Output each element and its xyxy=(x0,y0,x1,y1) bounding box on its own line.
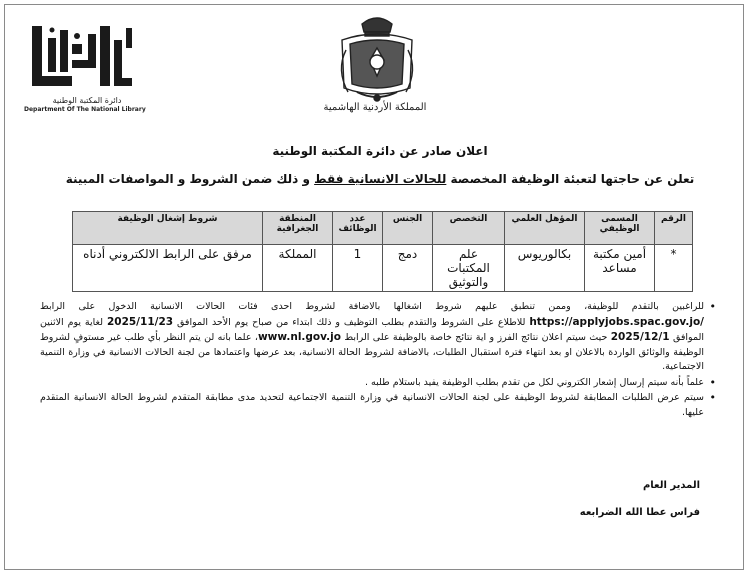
library-logo-arabic: دائرة المكتبة الوطنية xyxy=(52,96,122,105)
cell-num: * xyxy=(655,245,693,292)
cell-gender: دمج xyxy=(383,245,433,292)
library-logo-english: Department Of The National Library xyxy=(24,106,146,113)
cell-count: 1 xyxy=(333,245,383,292)
cell-region: المملكة xyxy=(263,245,333,292)
note1-part1: للراغبين بالتقدم للوظيفة، وممن تنطبق عليهم شروط اشغالها بالاضافة لشروط احدى فئات الحالات الانسانية الدخول على الرابط xyxy=(40,301,704,312)
note-apply xyxy=(40,300,716,375)
note1-part2: للاطلاع على الشروط والتقدم بطلب التوظيف و ذلك ابتداء من صباح يوم الأحد الموافق xyxy=(177,316,526,328)
results-link[interactable]: www.nl.gov.jo xyxy=(257,331,341,343)
table-header-row xyxy=(73,212,693,245)
note1-part5: ، علما بانه لن يتم النظر بأي طلب غير مستوفٍ لشروط الوظيفة والوثائق الواردة بالاعلان او بعد انتهاء فترة استقبال الطلبات، بالاضافة لشروط الحالة الانسانية، بعد عرضها واعتمادها من لجنة الحالات الانسانية في وزارة التنمية الاجتماعية. xyxy=(40,332,704,372)
header-region: المنطقة الجغرافية xyxy=(263,212,333,245)
cell-title: أمين مكتبة مساعد xyxy=(585,245,655,292)
end-date: 2025/12/1 xyxy=(610,331,670,343)
signature-name: فراس عطا الله الضرابعه xyxy=(579,507,700,518)
header-specialization: التخصص xyxy=(433,212,505,245)
announcement-title: اعلان صادر عن دائرة المكتبة الوطنية xyxy=(272,144,488,158)
header-conditions: شروط إشغال الوظيفة xyxy=(73,212,263,245)
cell-conditions: مرفق على الرابط الالكتروني أدناه xyxy=(73,245,263,292)
header-num: الرقم xyxy=(655,212,693,245)
note-review: • سيتم عرض الطلبات المطابقة لشروط الوظيفة على لجنة الحالات الانسانية في وزارة التنمية الاجتماعية لتحديد مدى مطابقة المتقدم لشروط الحالة الانسانية المتقدم عليها. xyxy=(40,391,716,420)
national-library-logo xyxy=(24,20,146,115)
note1-part3: لغاية يوم الاثنين الموافق xyxy=(40,316,704,343)
header-title: المسمى الوظيفي xyxy=(585,212,655,245)
subtitle-part1: تعلن عن حاجتها لتعبئة الوظيفة المخصصة xyxy=(446,172,695,186)
table-row xyxy=(73,245,693,292)
start-date: 2025/11/23 xyxy=(106,315,174,328)
subtitle-underlined: للحالات الانسانية فقط xyxy=(314,172,447,186)
note1-part4: حيث سيتم اعلان نتائج الفرز و اية نتائج خاصة بالوظيفة على الرابط xyxy=(344,332,608,343)
signature-title: المدير العام xyxy=(642,480,700,491)
kingdom-name: المملكة الأردنية الهاشمية xyxy=(323,102,427,113)
notes-list xyxy=(40,300,730,421)
apply-link[interactable]: https://applyjobs.spac.gov.jo/ xyxy=(529,315,705,328)
job-table xyxy=(72,211,693,292)
subtitle-part2: و ذلك ضمن الشروط و المواصفات المبينة xyxy=(65,172,315,186)
header-qualification: المؤهل العلمي xyxy=(505,212,585,245)
header-gender: الجنس xyxy=(383,212,433,245)
library-logo-mark-icon xyxy=(30,20,134,94)
header-count: عدد الوظائف xyxy=(333,212,383,245)
cell-qualification: بكالوريوس xyxy=(505,245,585,292)
jordan-coat-of-arms-icon xyxy=(332,10,422,105)
cell-specialization: علم المكتبات والتوثيق xyxy=(433,245,505,292)
note-notification: • علماً بأنه سيتم إرسال إشعار الكتروني لكل من تقدم بطلب الوظيفة يفيد باستلام طلبه . xyxy=(40,376,716,391)
announcement-subtitle xyxy=(60,172,700,186)
